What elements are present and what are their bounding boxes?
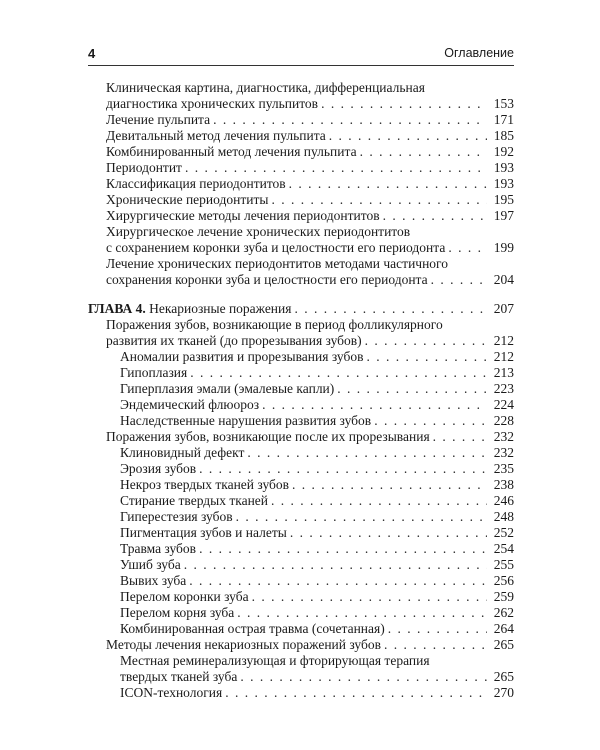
- toc-entry-title: развития их тканей (до прорезывания зубов): [106, 333, 362, 348]
- toc-entry-title-line: Клиническая картина, диагностика, дифференциальная: [106, 80, 425, 95]
- dot-leader: [237, 605, 487, 621]
- toc-entry-title-line: Поражения зубов, возникающие в период фолликулярного: [106, 317, 443, 332]
- toc-entry: [88, 605, 514, 621]
- dot-leader: [366, 349, 487, 365]
- toc-entry-title-line: Хирургическое лечение хронических периодонтитов: [106, 224, 411, 239]
- toc-entry: [88, 573, 514, 589]
- toc-entry: [88, 413, 514, 429]
- table-of-contents: [88, 80, 514, 701]
- dot-leader: [185, 160, 487, 176]
- toc-entry: [88, 208, 514, 224]
- toc-entry: [88, 589, 514, 605]
- toc-page-number: 246: [493, 493, 514, 508]
- dot-leader: [290, 525, 487, 541]
- toc-entry-title: Лечение пульпита: [106, 112, 211, 127]
- toc-entry-title: Перелом корня зуба: [120, 605, 235, 620]
- toc-entry-title: Гиперплазия эмали (эмалевые капли): [120, 381, 335, 396]
- dot-leader: [184, 557, 487, 573]
- toc-entry-title: Перелом коронки зуба: [120, 589, 249, 604]
- dot-leader: [337, 381, 487, 397]
- dot-leader: [271, 192, 487, 208]
- toc-entry: [88, 112, 514, 128]
- toc-page-number: 248: [493, 509, 514, 524]
- chapter-label: ГЛАВА 4.: [88, 301, 146, 316]
- toc-page-number: 224: [493, 397, 514, 412]
- toc-page-number: 197: [493, 208, 514, 223]
- chapter-title: Некариозные поражения: [149, 301, 292, 316]
- toc-chapter-entry: [88, 301, 514, 317]
- toc-page-number: 270: [493, 685, 514, 700]
- toc-entry-title: Девитальный метод лечения пульпита: [106, 128, 326, 143]
- toc-page-number: 223: [493, 381, 514, 396]
- running-head: Оглавление: [444, 46, 514, 60]
- toc-entry: [88, 653, 514, 685]
- toc-entry: [88, 256, 514, 288]
- toc-entry: [88, 509, 514, 525]
- dot-leader: [294, 301, 487, 317]
- dot-leader: [360, 144, 487, 160]
- dot-leader: [213, 112, 487, 128]
- toc-entry-title: Клиновидный дефект: [120, 445, 245, 460]
- toc-entry-title: Некроз твердых тканей зубов: [120, 477, 290, 492]
- toc-entry-title: Вывих зуба: [120, 573, 187, 588]
- toc-page-number: 195: [493, 192, 514, 207]
- toc-entry-title-line: Лечение хронических периодонтитов методами частичного: [106, 256, 449, 271]
- dot-leader: [262, 397, 487, 413]
- toc-entry-title: Наследственные нарушения развития зубов: [120, 413, 372, 428]
- toc-entry-title: твердых тканей зуба: [120, 669, 238, 684]
- toc-page-number: 171: [493, 112, 514, 127]
- toc-entry-title: Поражения зубов, возникающие после их прорезывания: [106, 429, 430, 444]
- toc-entry-title: с сохранением коронки зуба и целостности его периодонта: [106, 240, 446, 255]
- toc-entry: [88, 557, 514, 573]
- toc-page-number: 238: [493, 477, 514, 492]
- toc-page-number: 265: [493, 637, 514, 652]
- toc-page-number: 255: [493, 557, 514, 572]
- toc-entry: [88, 80, 514, 112]
- toc-entry: [88, 493, 514, 509]
- toc-entry-title: ICON-технология: [120, 685, 223, 700]
- page-header: [88, 45, 514, 66]
- toc-entry-title: Комбинированный метод лечения пульпита: [106, 144, 357, 159]
- dot-leader: [271, 493, 487, 509]
- toc-page-number: 232: [493, 429, 514, 444]
- toc-entry: [88, 317, 514, 349]
- toc-page-number: 232: [493, 445, 514, 460]
- toc-entry: [88, 192, 514, 208]
- toc-entry-title: Пигментация зубов и налеты: [120, 525, 287, 540]
- toc-page-number: 212: [493, 349, 514, 364]
- dot-leader: [190, 365, 487, 381]
- toc-entry-title: Эрозия зубов: [120, 461, 197, 476]
- dot-leader: [289, 176, 487, 192]
- toc-entry-title: Аномалии развития и прорезывания зубов: [120, 349, 364, 364]
- dot-leader: [431, 272, 487, 288]
- dot-leader: [199, 461, 487, 477]
- toc-entry-title: Гиперестезия зубов: [120, 509, 233, 524]
- dot-leader: [189, 573, 487, 589]
- toc-entry-title: Периодонтит: [106, 160, 182, 175]
- toc-entry-title-line: Местная реминерализующая и фторирующая терапия: [120, 653, 430, 668]
- toc-entry-title: Классификация периодонтитов: [106, 176, 286, 191]
- toc-entry: [88, 477, 514, 493]
- dot-leader: [252, 589, 487, 605]
- toc-entry: [88, 381, 514, 397]
- toc-entry: [88, 429, 514, 445]
- toc-entry: [88, 621, 514, 637]
- toc-page-number: 228: [493, 413, 514, 428]
- dot-leader: [321, 96, 487, 112]
- toc-entry-title: Травма зубов: [120, 541, 197, 556]
- toc-entry: [88, 128, 514, 144]
- dot-leader: [247, 445, 487, 461]
- toc-entry: [88, 144, 514, 160]
- dot-leader: [225, 685, 487, 701]
- dot-leader: [236, 509, 487, 525]
- toc-entry-title: Стирание твердых тканей: [120, 493, 269, 508]
- toc-entry: [88, 525, 514, 541]
- toc-entry: [88, 349, 514, 365]
- toc-entry-title: Гипоплазия: [120, 365, 188, 380]
- toc-entry-title: Методы лечения некариозных поражений зубов: [106, 637, 381, 652]
- toc-entry: [88, 685, 514, 701]
- dot-leader: [374, 413, 487, 429]
- toc-entry-title: Хронические периодонтиты: [106, 192, 269, 207]
- toc-page-number: 254: [493, 541, 514, 556]
- toc-entry-title: диагностика хронических пульпитов: [106, 96, 319, 111]
- toc-page-number: 204: [493, 272, 514, 287]
- toc-entry: [88, 224, 514, 256]
- page-number: 4: [88, 46, 96, 61]
- toc-entry: [88, 160, 514, 176]
- toc-page-number: 193: [493, 160, 514, 175]
- dot-leader: [448, 240, 487, 256]
- dot-leader: [433, 429, 487, 445]
- toc-entry-title: Хирургические методы лечения периодонтитов: [106, 208, 380, 223]
- toc-entry: [88, 397, 514, 413]
- toc-entry: [88, 176, 514, 192]
- dot-leader: [383, 208, 487, 224]
- toc-entry-title: Комбинированная острая травма (сочетанная): [120, 621, 385, 636]
- toc-page-number: 252: [493, 525, 514, 540]
- dot-leader: [388, 621, 487, 637]
- dot-leader: [292, 477, 487, 493]
- toc-entry: [88, 445, 514, 461]
- toc-page-number: 153: [493, 96, 514, 111]
- toc-page-number: 185: [493, 128, 514, 143]
- toc-entry: [88, 461, 514, 477]
- toc-page-number: 235: [493, 461, 514, 476]
- toc-page-number: 213: [493, 365, 514, 380]
- toc-page-number: 199: [493, 240, 514, 255]
- toc-entry: [88, 637, 514, 653]
- toc-page-number: 193: [493, 176, 514, 191]
- dot-leader: [199, 541, 487, 557]
- toc-page-number: 262: [493, 605, 514, 620]
- toc-entry-title: Эндемический флюороз: [120, 397, 260, 412]
- toc-entry: [88, 541, 514, 557]
- toc-entry-title: сохранения коронки зуба и целостности его периодонта: [106, 272, 428, 287]
- toc-page-number: 207: [493, 301, 514, 316]
- dot-leader: [240, 669, 487, 685]
- toc-page-number: 256: [493, 573, 514, 588]
- toc-page-number: 265: [493, 669, 514, 684]
- toc-page-number: 192: [493, 144, 514, 159]
- toc-entry-title: Ушиб зуба: [120, 557, 181, 572]
- toc-page-number: 259: [493, 589, 514, 604]
- toc-page-number: 212: [493, 333, 514, 348]
- toc-page-number: 264: [493, 621, 514, 636]
- dot-leader: [329, 128, 487, 144]
- dot-leader: [365, 333, 487, 349]
- toc-entry: [88, 365, 514, 381]
- dot-leader: [384, 637, 487, 653]
